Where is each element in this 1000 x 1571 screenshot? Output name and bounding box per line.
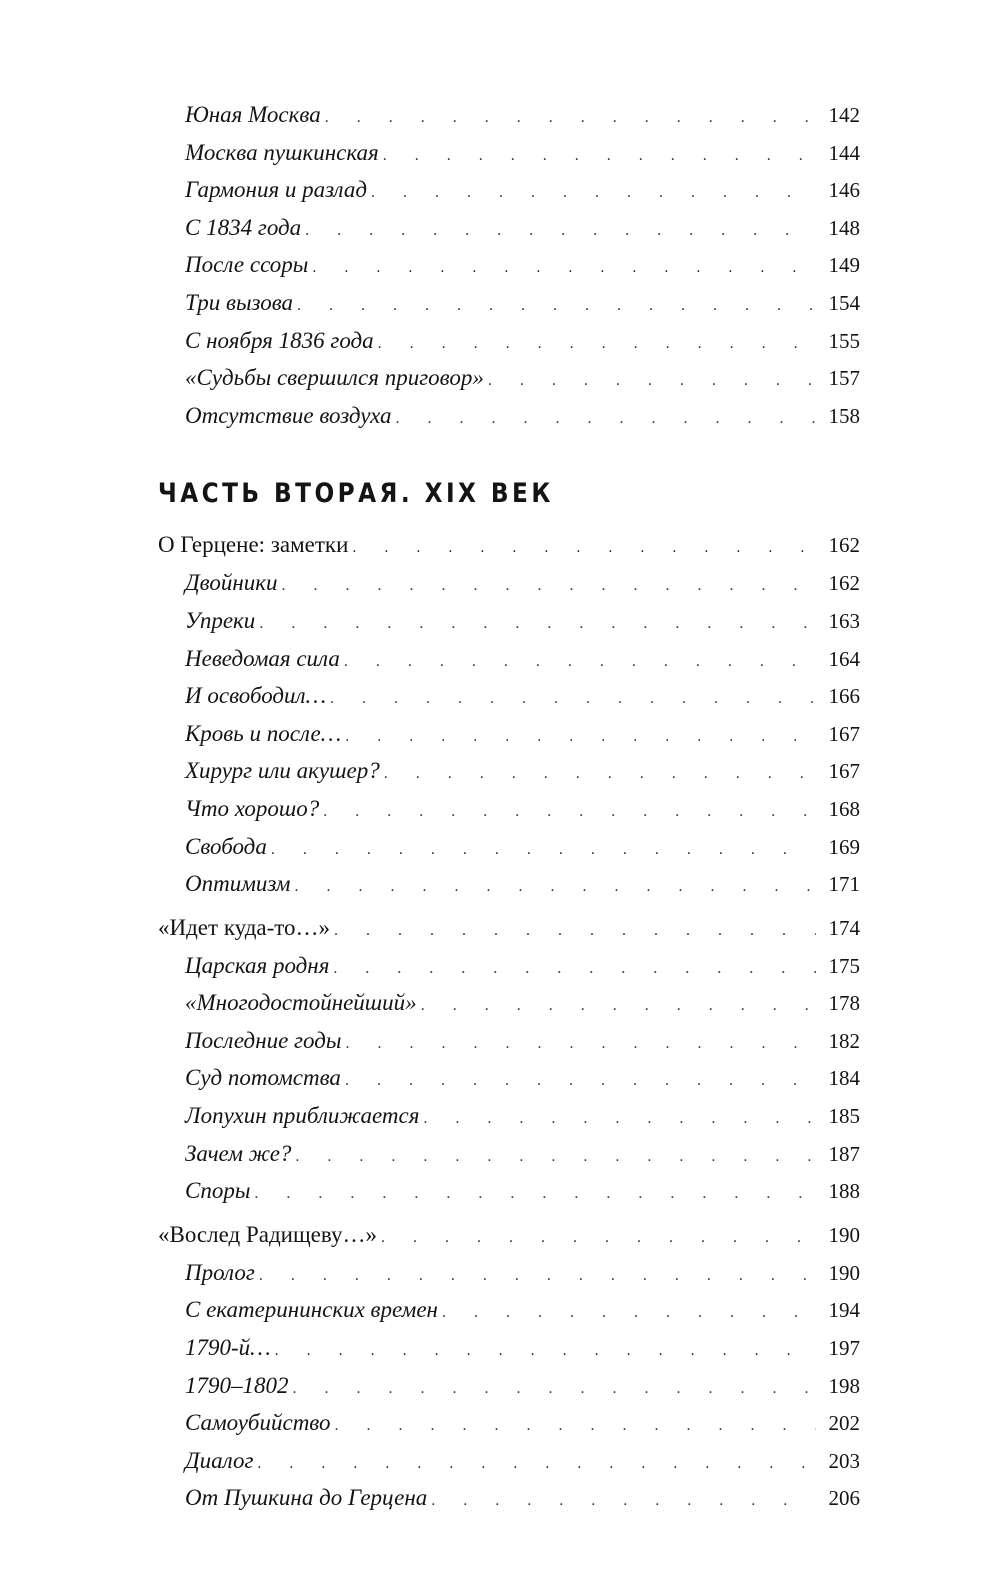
toc-entry: [158, 1135, 860, 1173]
entry-title: Хирург или акушер?: [185, 758, 380, 784]
page-number: 190: [828, 1260, 860, 1285]
page-number: 198: [828, 1373, 860, 1398]
page-number: 162: [828, 571, 860, 596]
page-number: 184: [828, 1066, 860, 1091]
dot-leader: [275, 1332, 816, 1370]
table-of-contents: [158, 96, 860, 1517]
page-number: 187: [828, 1141, 860, 1166]
toc-entry: [158, 284, 860, 322]
toc-entry: [158, 1404, 860, 1442]
dot-leader: [345, 1062, 816, 1100]
toc-entry: [158, 1479, 860, 1517]
dot-leader: [294, 868, 816, 906]
entry-title: Диалог: [185, 1447, 254, 1473]
dot-leader: [271, 831, 816, 869]
dot-leader: [254, 1175, 816, 1213]
toc-entry: [158, 171, 860, 209]
chapter-title: «Идет куда-то…»: [158, 914, 331, 940]
toc-entry: [158, 828, 860, 866]
dot-leader: [323, 793, 816, 831]
entry-title: Три вызова: [185, 289, 294, 315]
dot-leader: [371, 174, 816, 212]
entry-title: Что хорошо?: [185, 795, 320, 821]
toc-entry: [158, 1172, 860, 1210]
dot-leader: [423, 1100, 816, 1138]
toc-entry: [158, 1059, 860, 1097]
toc-entry: [158, 322, 860, 360]
dot-leader: [295, 1138, 816, 1176]
entry-title: Москва пушкинская: [185, 139, 379, 165]
entry-title: 1790–1802: [185, 1372, 289, 1398]
toc-entry: [158, 602, 860, 640]
entry-title: Споры: [185, 1178, 251, 1204]
toc-entry: [158, 715, 860, 753]
toc-entry: [158, 246, 860, 284]
entry-title: Двойники: [185, 570, 278, 596]
part-heading: ЧАСТЬ ВТОРАЯ. XIX ВЕК: [158, 478, 554, 510]
dot-leader: [259, 605, 816, 643]
page-number: 157: [828, 366, 860, 391]
toc-entry: [158, 96, 860, 134]
dot-leader: [378, 325, 816, 363]
dot-leader: [305, 212, 816, 250]
entry-title: И освободил…: [185, 683, 327, 709]
page-number: 175: [828, 953, 860, 978]
toc-entry: [158, 1097, 860, 1135]
entry-title: Последние годы: [185, 1027, 342, 1053]
page-number: 185: [828, 1104, 860, 1129]
dot-leader: [333, 950, 816, 988]
entry-title: Упреки: [185, 607, 256, 633]
entry-title: Свобода: [185, 833, 267, 859]
entry-title: «Многодостойнейший»: [185, 990, 417, 1016]
page-number: 168: [828, 796, 860, 821]
page-number: 188: [828, 1179, 860, 1204]
entry-title: С ноября 1836 года: [185, 327, 374, 353]
page-number: 149: [828, 253, 860, 278]
entry-title: С 1834 года: [185, 214, 302, 240]
page-number: 169: [828, 834, 860, 859]
page-number: 203: [828, 1448, 860, 1473]
toc-entry: [158, 209, 860, 247]
dot-leader: [297, 287, 816, 325]
page-number: 158: [828, 403, 860, 428]
toc-entry: [158, 1329, 860, 1367]
page-number: 163: [828, 608, 860, 633]
page-number: 154: [828, 290, 860, 315]
toc-chapter: [158, 909, 860, 947]
toc-chapter: [158, 1216, 860, 1254]
page-number: 174: [828, 915, 860, 940]
entry-title: Гармония и разлад: [185, 177, 367, 203]
dot-leader: [345, 1025, 816, 1063]
page-number: 155: [828, 328, 860, 353]
entry-title: Лопухин приближается: [185, 1103, 420, 1129]
dot-leader: [330, 680, 816, 718]
page-number: 194: [828, 1298, 860, 1323]
page-number: 178: [828, 991, 860, 1016]
dot-leader: [442, 1294, 816, 1332]
toc-entry: [158, 1022, 860, 1060]
dot-leader: [381, 1219, 816, 1257]
dot-leader: [325, 99, 816, 137]
entry-title: Зачем же?: [185, 1140, 292, 1166]
entry-title: От Пушкина до Герцена: [185, 1485, 428, 1511]
page-number: 197: [828, 1336, 860, 1361]
entry-title: После ссоры: [185, 252, 309, 278]
entry-title: Юная Москва: [185, 102, 321, 127]
page-number: 182: [828, 1028, 860, 1053]
entry-title: 1790-й…: [185, 1335, 271, 1361]
dot-leader: [293, 1370, 817, 1408]
toc-entry: [158, 752, 860, 790]
toc-entry: [158, 1442, 860, 1480]
entry-title: Отсутствие воздуха: [185, 402, 392, 428]
entry-title: Пролог: [185, 1259, 255, 1285]
toc-entry: [158, 359, 860, 397]
toc-entry: [158, 1291, 860, 1329]
toc-chapter: [158, 526, 860, 564]
dot-leader: [334, 912, 816, 950]
dot-leader: [345, 718, 816, 756]
entry-title: Самоубийство: [185, 1410, 331, 1436]
dot-leader: [383, 137, 816, 175]
page-number: 144: [828, 140, 860, 165]
dot-leader: [488, 362, 816, 400]
page-number: 146: [828, 178, 860, 203]
dot-leader: [396, 400, 816, 438]
toc-entry: [158, 1254, 860, 1292]
dot-leader: [312, 249, 816, 287]
page-number: 164: [828, 646, 860, 671]
page-number: 148: [828, 215, 860, 240]
page-number: 142: [828, 103, 860, 127]
page-number: 190: [828, 1222, 860, 1247]
toc-entry: [158, 397, 860, 435]
page-number: 166: [828, 684, 860, 709]
page-number: 162: [828, 533, 860, 558]
toc-entry: [158, 984, 860, 1022]
dot-leader: [384, 755, 816, 793]
dot-leader: [431, 1482, 816, 1520]
page-number: 167: [828, 759, 860, 784]
toc-entry: [158, 947, 860, 985]
toc-entry: [158, 677, 860, 715]
dot-leader: [257, 1445, 816, 1483]
chapter-title: «Вослед Радищеву…»: [158, 1221, 377, 1247]
entry-title: Оптимизм: [185, 871, 291, 897]
page-number: 167: [828, 721, 860, 746]
toc-entry: [158, 564, 860, 602]
entry-title: Суд потомства: [185, 1065, 341, 1091]
entry-title: «Судьбы свершился приговор»: [185, 365, 484, 391]
toc-entry: [158, 865, 860, 903]
toc-entry: [158, 790, 860, 828]
page-number: 171: [828, 872, 860, 897]
dot-leader: [259, 1257, 816, 1295]
chapter-title: О Герцене: заметки: [158, 532, 349, 558]
page-number: 202: [828, 1411, 860, 1436]
toc-entry: [158, 134, 860, 172]
toc-entry: [158, 1367, 860, 1405]
dot-leader: [352, 529, 816, 567]
entry-title: Царская родня: [185, 952, 330, 978]
dot-leader: [335, 1407, 817, 1445]
entry-title: Неведомая сила: [185, 645, 340, 671]
toc-entry: [158, 640, 860, 678]
page-number: 206: [828, 1486, 860, 1511]
dot-leader: [344, 643, 816, 681]
dot-leader: [281, 567, 816, 605]
dot-leader: [421, 987, 816, 1025]
entry-title: С екатерининских времен: [185, 1297, 438, 1323]
entry-title: Кровь и после…: [185, 720, 342, 746]
